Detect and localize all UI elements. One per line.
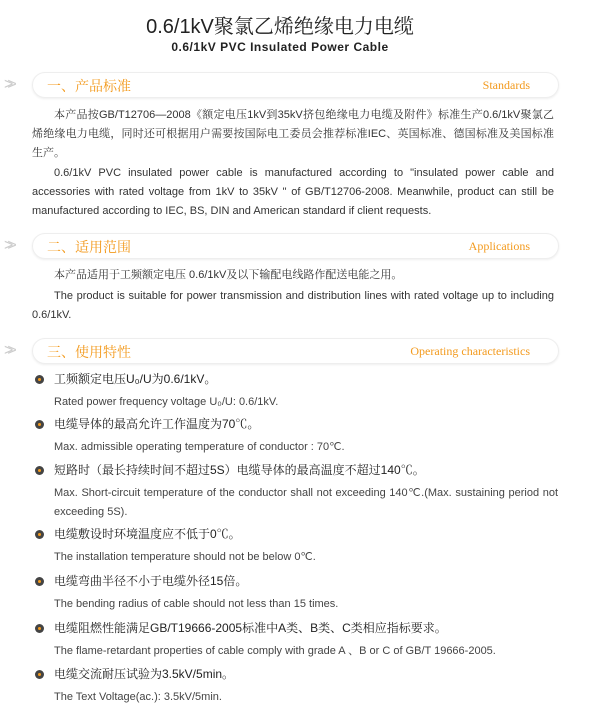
item-en: Max. admissible operating temperature of conductor : 70℃. [54,441,345,453]
bullet-icon [35,577,44,586]
double-chevron-icon: >> [4,76,11,93]
item-cn: 电缆弯曲半径不小于电缆外径15倍。 [54,574,248,588]
item-cn: 电缆阻燃性能满足GB/T19666-2005标准中A类、B类、C类相应指标要求。 [54,621,447,635]
bullet-icon [35,624,44,633]
section-title-en: Standards [482,78,530,92]
double-chevron-icon: >> [4,237,11,254]
section-title-en: Applications [468,239,530,253]
item-cn: 电缆导体的最高允许工作温度为70℃。 [54,417,260,431]
list-item [38,461,558,522]
section-title: 二、适用范围 [47,239,131,255]
list-item [38,572,558,614]
bullet-icon [35,530,44,539]
item-cn: 电缆敷设时环境温度应不低于0℃。 [54,527,241,541]
item-en: The flame-retardant properties of cable comply with grade A 、B or C of GB/T 19666-2005. [54,645,496,657]
paragraph: The product is suitable for power transmission and distribution lines with rated voltage up to including 0.6/1kV. [32,290,554,321]
bullet-icon [35,420,44,429]
item-cn: 工频额定电压U₀/U为0.6/1kV。 [54,372,217,386]
list-item [38,370,558,412]
page-title: 0.6/1kV聚氯乙烯绝缘电力电缆 [146,16,414,38]
item-cn: 短路时（最长持续时间不超过5S）电缆导体的最高温度不超过140℃。 [54,463,425,477]
section-title: 三、使用特性 [47,344,131,360]
paragraph: 0.6/1kV PVC insulated power cable is manufactured according to "insulated power cable and accessories with rated voltage from 1kV to 35kV " of GB/T12706-2008. Meanwhile, product can still be manufactured according to IEC, BS, DIN and American standard if client requests. [32,167,554,217]
paragraph: 本产品适用于工频额定电压 0.6/1kV及以下输配电线路作配送电能之用。 [54,269,403,281]
section-header-standards [4,72,559,98]
item-en: Max. Short-circuit temperature of the conductor shall not exceeding 140℃.(Max. sustaining period not exceeding 5S). [54,487,558,518]
bullet-icon [35,375,44,384]
item-en: The bending radius of cable should not less than 15 times. [54,598,339,610]
item-en: The Text Voltage(ac.): 3.5kV/5min. [54,691,222,703]
list-item [38,619,558,661]
item-en: Rated power frequency voltage U₀/U: 0.6/1kV. [54,396,279,408]
section-title-en: Operating characteristics [410,344,530,358]
paragraph: 本产品按GB/T12706—2008《额定电压1kV到35kV挤包绝缘电力电缆及附件》标准生产0.6/1kV聚氯乙烯绝缘电力电缆，同时还可根据用户需要按国际电工委员会推荐标准IEC、英国标准、德国标准及美国标准生产。 [32,109,554,159]
list-item [38,525,558,567]
double-chevron-icon: >> [4,342,11,359]
item-en: The installation temperature should not be below 0℃. [54,551,316,563]
bullet-icon [35,466,44,475]
section-title: 一、产品标准 [47,78,131,94]
item-cn: 电缆交流耐压试验为3.5kV/5min。 [54,667,235,681]
bullet-icon [35,670,44,679]
list-item [38,415,558,457]
list-item [38,665,558,707]
section-header-applications [4,233,559,259]
section-header-operating [4,338,559,364]
page-subtitle: 0.6/1kV PVC Insulated Power Cable [171,40,389,54]
